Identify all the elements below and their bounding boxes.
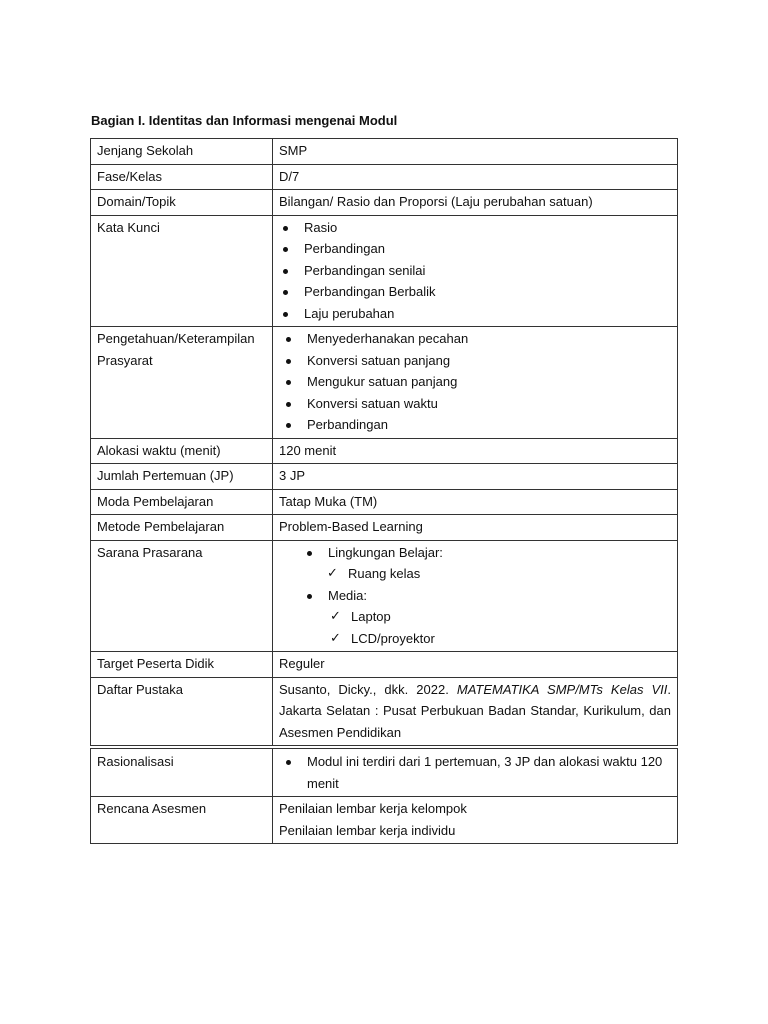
check-item: ✓ Ruang kelas bbox=[348, 563, 671, 585]
row-label-pertemuan: Jumlah Pertemuan (JP) bbox=[91, 464, 273, 490]
row-value-moda: Tatap Muka (TM) bbox=[273, 489, 678, 515]
row-label-fase: Fase/Kelas bbox=[91, 164, 273, 190]
list-item bbox=[328, 542, 671, 585]
row-label-sarana: Sarana Prasarana bbox=[91, 540, 273, 652]
list-item: Perbandingan bbox=[304, 238, 671, 260]
table-row bbox=[91, 515, 678, 541]
table-row bbox=[91, 749, 678, 797]
table-row bbox=[91, 139, 678, 165]
row-label-target: Target Peserta Didik bbox=[91, 652, 273, 678]
table-row bbox=[91, 327, 678, 439]
row-value-sarana bbox=[273, 540, 678, 652]
row-value-domain: Bilangan/ Rasio dan Proporsi (Laju perubahan satuan) bbox=[273, 190, 678, 216]
label-line: Pengetahuan/Keterampilan bbox=[97, 331, 255, 346]
section-heading: Bagian I. Identitas dan Informasi mengenai Modul bbox=[91, 113, 398, 128]
list-item: Menyederhanakan pecahan bbox=[307, 328, 671, 350]
list-item: Konversi satuan waktu bbox=[307, 393, 671, 415]
row-value-pertemuan: 3 JP bbox=[273, 464, 678, 490]
table-row bbox=[91, 464, 678, 490]
table-row bbox=[91, 797, 678, 844]
row-label-kata-kunci: Kata Kunci bbox=[91, 215, 273, 327]
list-item: Perbandingan Berbalik bbox=[304, 281, 671, 303]
list-item: Rasio bbox=[304, 217, 671, 239]
row-value-fase: D/7 bbox=[273, 164, 678, 190]
row-label-jenjang: Jenjang Sekolah bbox=[91, 139, 273, 165]
rationale-table bbox=[90, 748, 678, 844]
citation-title: MATEMATIKA SMP/MTs Kelas VII bbox=[456, 681, 668, 697]
list-item-label: Media: bbox=[328, 587, 368, 603]
row-value-jenjang: SMP bbox=[273, 139, 678, 165]
table-row bbox=[91, 438, 678, 464]
row-value-target: Reguler bbox=[273, 652, 678, 678]
row-value-pustaka bbox=[273, 677, 678, 746]
table-row bbox=[91, 190, 678, 216]
list-item: Perbandingan bbox=[307, 414, 671, 436]
row-value-asesmen bbox=[273, 797, 678, 844]
row-label-rasionalisasi: Rasionalisasi bbox=[91, 749, 273, 797]
rationale-list bbox=[279, 751, 671, 794]
list-item: Perbandingan senilai bbox=[304, 260, 671, 282]
row-value-prasyarat bbox=[273, 327, 678, 439]
checklist bbox=[328, 563, 671, 585]
row-value-kata-kunci bbox=[273, 215, 678, 327]
checklist bbox=[328, 606, 671, 649]
table-row bbox=[91, 164, 678, 190]
label-line: Prasyarat bbox=[97, 352, 153, 368]
row-label-asesmen: Rencana Asesmen bbox=[91, 797, 273, 844]
table-row bbox=[91, 215, 678, 327]
identity-table bbox=[90, 138, 678, 746]
check-item: ✓ Laptop bbox=[351, 606, 671, 628]
row-label-moda: Moda Pembelajaran bbox=[91, 489, 273, 515]
row-label-prasyarat bbox=[91, 327, 273, 439]
table-row bbox=[91, 677, 678, 746]
assessment-line: Penilaian lembar kerja individu bbox=[279, 822, 456, 838]
list-item: Mengukur satuan panjang bbox=[307, 371, 671, 393]
list-item-label: Lingkungan Belajar: bbox=[328, 544, 443, 560]
list-item: Modul ini terdiri dari 1 pertemuan, 3 JP dan alokasi waktu 120 menit bbox=[307, 751, 671, 794]
list-item bbox=[328, 585, 671, 650]
row-value-rasionalisasi bbox=[273, 749, 678, 797]
row-label-pustaka: Daftar Pustaka bbox=[91, 677, 273, 746]
row-label-metode: Metode Pembelajaran bbox=[91, 515, 273, 541]
keyword-list bbox=[279, 217, 671, 325]
row-value-alokasi: 120 menit bbox=[273, 438, 678, 464]
citation-authors: Susanto, Dicky., dkk. 2022. bbox=[279, 681, 449, 697]
row-label-domain: Domain/Topik bbox=[91, 190, 273, 216]
assessment-line: Penilaian lembar kerja kelompok bbox=[279, 801, 467, 816]
row-label-alokasi: Alokasi waktu (menit) bbox=[91, 438, 273, 464]
row-value-metode: Problem-Based Learning bbox=[273, 515, 678, 541]
citation-publisher: . Jakarta Selatan : Pusat Perbukuan Badan Standar, Kurikulum, dan Asesmen Pendidikan bbox=[279, 681, 671, 740]
table-row bbox=[91, 489, 678, 515]
check-item: ✓ LCD/proyektor bbox=[351, 628, 671, 650]
table-row bbox=[91, 540, 678, 652]
prerequisite-list bbox=[279, 328, 671, 436]
table-row bbox=[91, 652, 678, 678]
facilities-list bbox=[279, 542, 671, 650]
list-item: Konversi satuan panjang bbox=[307, 350, 671, 372]
list-item: Laju perubahan bbox=[304, 303, 671, 325]
